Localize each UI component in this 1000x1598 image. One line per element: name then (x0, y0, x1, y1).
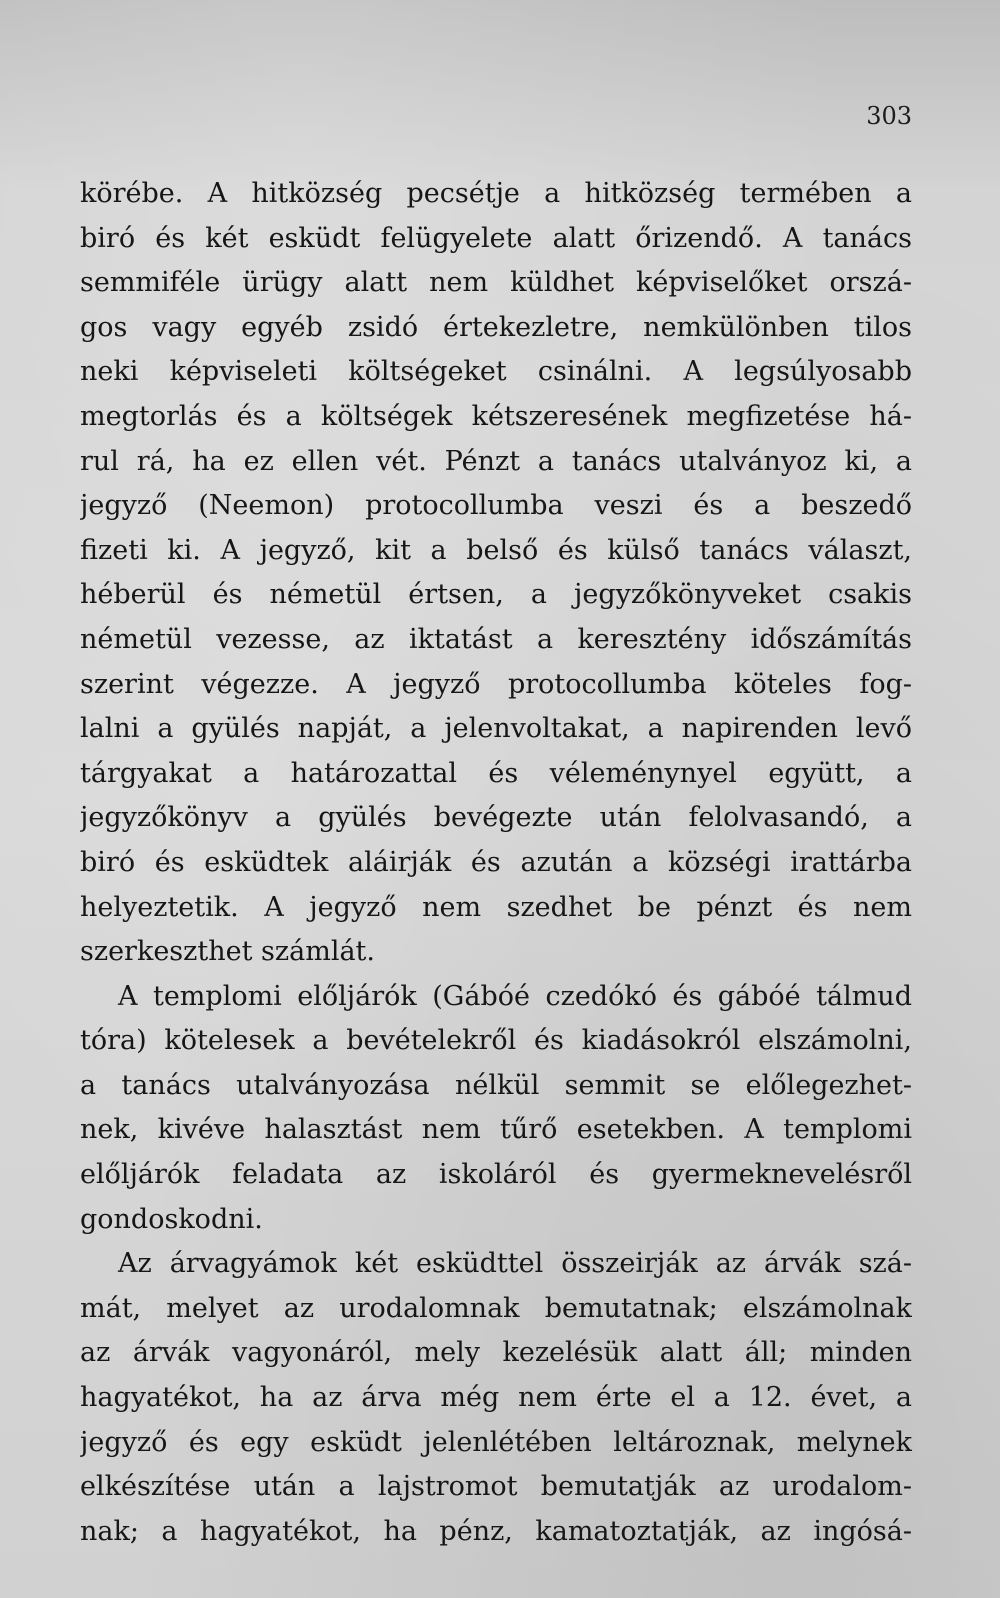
page-number: 303 (866, 102, 912, 130)
text-line: megtorlás és a költségek kétszeresének megfizetése há- (80, 400, 912, 432)
text-line: jegyző és egy esküdt jelenlétében leltároznak, melynek (80, 1426, 912, 1458)
text-line: semmiféle ürügy alatt nem küldhet képviselőket orszá- (80, 267, 912, 299)
text-line: biró és két esküdt felügyelete alatt őrizendő. A tanács (80, 222, 912, 254)
text-line: nak; a hagyatékot, ha pénz, kamatoztatják, az ingósá- (80, 1515, 912, 1547)
text-line: helyeztetik. A jegyző nem szedhet be pénzt és nem (80, 891, 912, 923)
text-line: tárgyakat a határozattal és véleménynyel együtt, a (80, 757, 912, 789)
text-line: hagyatékot, ha az árva még nem érte el a 12. évet, a (80, 1382, 912, 1414)
paragraph (80, 172, 912, 975)
text-line: körébe. A hitközség pecsétje a hitközség termében a (80, 178, 912, 209)
text-line: rul rá, ha ez ellen vét. Pénzt a tanács utalványoz ki, a (80, 445, 912, 477)
paragraph (80, 1242, 912, 1554)
text-line: németül vezesse, az iktatást a keresztény időszámítás (80, 623, 912, 655)
text-line: előljárók feladata az iskoláról és gyermeknevelésről (80, 1159, 912, 1191)
text-line: biró és esküdtek aláirják és azután a községi irattárba (80, 846, 912, 878)
paragraph (80, 975, 912, 1243)
text-line: neki képviseleti költségeket csinálni. A legsúlyosabb (80, 356, 912, 388)
text-line: lalni a gyülés napját, a jelenvoltakat, a napirenden levő (80, 713, 912, 745)
text-line: szerint végezze. A jegyző protocollumba köteles fog- (80, 668, 912, 700)
text-line: tóra) kötelesek a bevételekről és kiadásokról elszámolni, (80, 1025, 912, 1057)
text-line: A templomi előljárók (Gábóé czedókó és gábóé tálmud (118, 980, 912, 1012)
text-line: jegyző (Neemon) protocollumba veszi és a beszedő (80, 490, 912, 522)
text-line: szerkeszthet számlát. (80, 936, 375, 968)
text-line: a tanács utalványozása nélkül semmit se előlegezhet- (80, 1069, 912, 1101)
body-text (80, 172, 912, 1554)
text-line: gos vagy egyéb zsidó értekezletre, nemkülönben tilos (80, 311, 912, 343)
text-line: fizeti ki. A jegyző, kit a belső és külső tanács választ, (80, 534, 912, 566)
text-line: az árvák vagyonáról, mely kezelésük alatt áll; minden (80, 1337, 912, 1369)
text-line: gondoskodni. (80, 1203, 263, 1235)
text-line: Az árvagyámok két esküdttel összeirják az árvák szá- (118, 1248, 912, 1280)
text-line: jegyzőkönyv a gyülés bevégezte után felolvasandó, a (80, 802, 912, 834)
text-line: nek, kivéve halasztást nem tűrő esetekben. A templomi (80, 1114, 912, 1146)
text-line: elkészítése után a lajstromot bemutatják az urodalom- (80, 1471, 912, 1503)
text-line: héberül és németül értsen, a jegyzőkönyveket csakis (80, 579, 912, 611)
text-line: mát, melyet az urodalomnak bemutatnak; elszámolnak (80, 1292, 912, 1324)
